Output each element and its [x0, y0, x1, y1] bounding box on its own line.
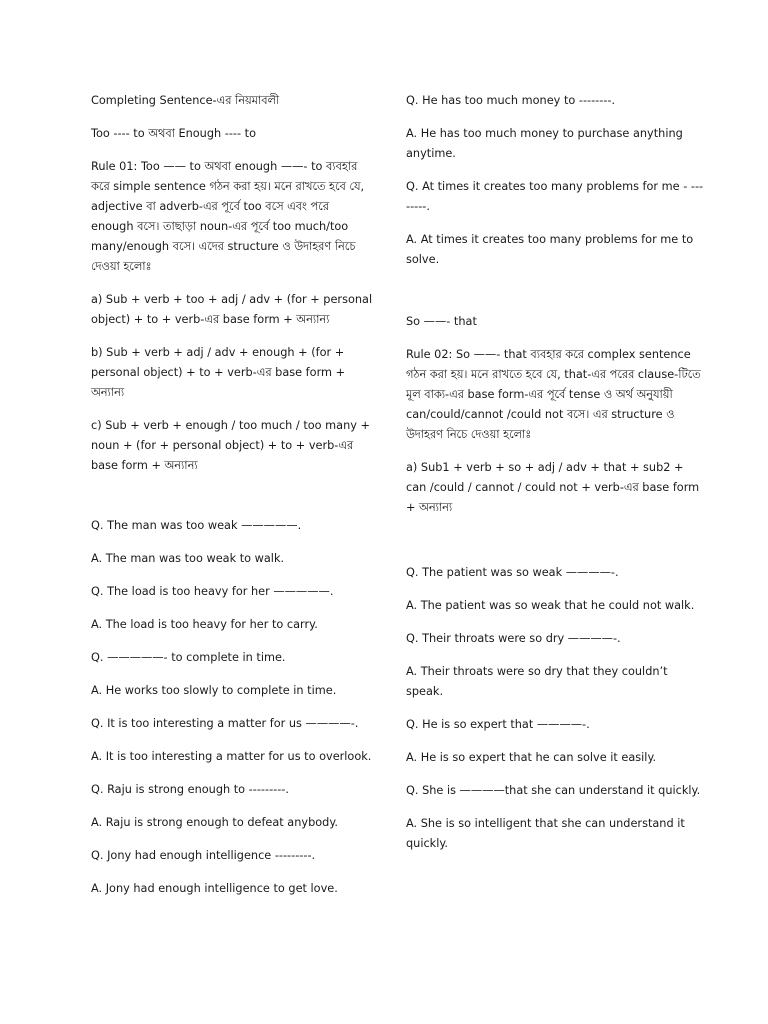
answer-4: A. It is too interesting a matter for us to overlook.	[91, 750, 372, 763]
answer-12: A. She is so intelligent that she can understand it quickly.	[406, 817, 685, 850]
answer-7: A. He has too much money to purchase anything anytime.	[406, 127, 683, 160]
answer-1: A. The man was too weak to walk.	[91, 552, 285, 565]
question-7: Q. He has too much money to --------.	[406, 94, 616, 107]
answer-10: A. Their throats were so dry that they couldn’t speak.	[406, 665, 668, 698]
left-column	[91, 91, 373, 912]
question-3: Q. —————- to complete in time.	[91, 651, 286, 664]
structure-a: a) Sub + verb + too + adj / adv + (for + personal object) + to + verb-এর base form + অন্যান্য	[91, 293, 373, 326]
section-heading-too-enough: Too ---- to অথবা Enough ---- to	[91, 127, 257, 140]
answer-2: A. The load is too heavy for her to carry.	[91, 618, 318, 631]
answer-11: A. He is so expert that he can solve it easily.	[406, 751, 657, 764]
question-6: Q. Jony had enough intelligence ---------.	[91, 849, 316, 862]
structure-a-so-that: a) Sub1 + verb + so + adj / adv + that + sub2 + can /could / cannot / could not + verb-এর base form + অন্যান্য	[406, 461, 700, 514]
answer-8: A. At times it creates too many problems for me to solve.	[406, 233, 694, 266]
question-4: Q. It is too interesting a matter for us ————-.	[91, 717, 359, 730]
question-1: Q. The man was too weak —————.	[91, 519, 302, 532]
question-12: Q. She is ————that she can understand it quickly.	[406, 784, 701, 797]
rule-01-text: Rule 01: Too —— to অথবা enough ——- to ব্যবহার করে simple sentence গঠন করা হয়। মনে রাখতে হবে যে, adjective বা adverb-এর পূর্বে too বসে এবং পরে enough বসে। তাছাড়া noun-এর পূর্বে too much/too many/enough বসে। এদের structure ও উদাহরণ নিচে দেওয়া হলোঃ	[91, 160, 365, 273]
question-11: Q. He is so expert that ————-.	[406, 718, 590, 731]
question-2: Q. The load is too heavy for her —————.	[91, 585, 334, 598]
question-8: Q. At times it creates too many problems for me - --------.	[406, 180, 704, 213]
rule-02-text: Rule 02: So ——- that ব্যবহার করে complex sentence গঠন করা হয়। মনে রাখতে হবে যে, that-এর পরের clause-টিতে মূল বাক্য-এর base form-এর পূর্বে tense ও অর্থ অনুযায়ী can/could/cannot /could not বসে। এর structure ও উদাহরণ নিচে দেওয়া হলোঃ	[406, 348, 701, 441]
structure-b: b) Sub + verb + adj / adv + enough + (for + personal object) + to + verb-এর base form + অন্যান্য	[91, 346, 346, 399]
answer-9: A. The patient was so weak that he could not walk.	[406, 599, 695, 612]
document-title: Completing Sentence-এর নিয়মাবলী	[91, 94, 280, 107]
question-10: Q. Their throats were so dry ————-.	[406, 632, 621, 645]
question-9: Q. The patient was so weak ————-.	[406, 566, 619, 579]
answer-3: A. He works too slowly to complete in time.	[91, 684, 337, 697]
question-5: Q. Raju is strong enough to ---------.	[91, 783, 289, 796]
answer-5: A. Raju is strong enough to defeat anybody.	[91, 816, 338, 829]
answer-6: A. Jony had enough intelligence to get love.	[91, 882, 338, 895]
structure-c: c) Sub + verb + enough / too much / too many + noun + (for + personal object) + to + verb-এর base form + অন্যান্য	[91, 419, 370, 472]
right-column	[406, 91, 706, 867]
section-heading-so-that: So ——- that	[406, 315, 477, 328]
